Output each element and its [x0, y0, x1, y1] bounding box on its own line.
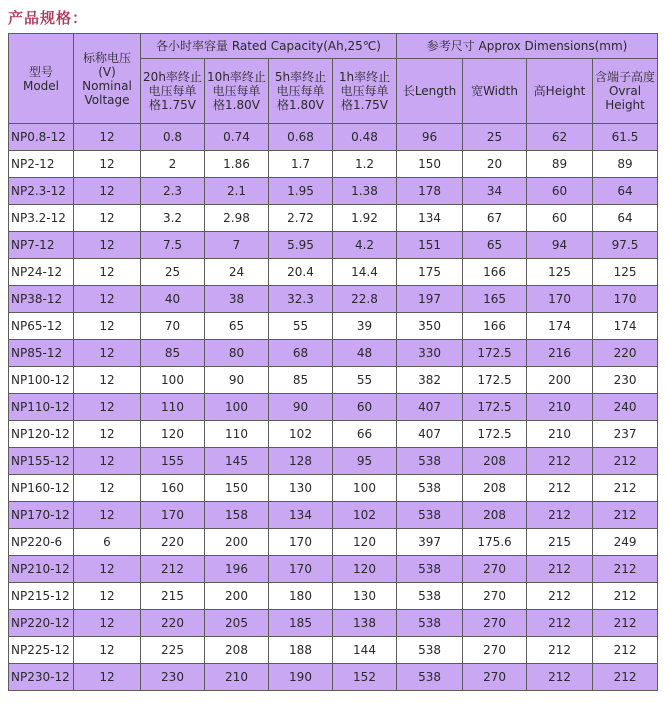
cell-cap-20h: 155	[141, 448, 205, 475]
header-cap-20h	[141, 59, 205, 124]
cell-oval-height: 64	[593, 178, 658, 205]
table-row	[9, 556, 658, 583]
cell-voltage: 12	[74, 475, 141, 502]
cell-cap-10h: 1.86	[205, 151, 269, 178]
cell-cap-5h: 5.95	[269, 232, 333, 259]
table-row	[9, 367, 658, 394]
cell-cap-10h: 2.98	[205, 205, 269, 232]
cell-width: 166	[463, 313, 527, 340]
cell-cap-1h: 14.4	[333, 259, 397, 286]
cell-voltage: 12	[74, 205, 141, 232]
cell-cap-10h: 158	[205, 502, 269, 529]
cell-cap-5h: 190	[269, 664, 333, 691]
table-row	[9, 286, 658, 313]
cell-length: 538	[397, 502, 463, 529]
header-height: 高Height	[527, 59, 593, 124]
cell-cap-1h: 120	[333, 529, 397, 556]
header-cap-5h-line3: 格1.80V	[277, 98, 324, 112]
cell-cap-5h: 128	[269, 448, 333, 475]
header-oval-height-zh: 含端子高度	[595, 70, 656, 84]
cell-cap-5h: 32.3	[269, 286, 333, 313]
cell-cap-5h: 68	[269, 340, 333, 367]
cell-voltage: 12	[74, 151, 141, 178]
cell-cap-5h: 170	[269, 556, 333, 583]
cell-cap-10h: 205	[205, 610, 269, 637]
cell-cap-10h: 100	[205, 394, 269, 421]
cell-cap-10h: 2.1	[205, 178, 269, 205]
cell-height: 89	[527, 151, 593, 178]
cell-length: 538	[397, 583, 463, 610]
cell-width: 270	[463, 664, 527, 691]
cell-height: 62	[527, 124, 593, 151]
cell-model: NP220-6	[9, 529, 74, 556]
cell-cap-1h: 1.38	[333, 178, 397, 205]
cell-oval-height: 212	[593, 610, 658, 637]
cell-cap-10h: 90	[205, 367, 269, 394]
cell-length: 151	[397, 232, 463, 259]
header-cap-10h-line2: 电压每单	[212, 84, 261, 98]
cell-voltage: 12	[74, 556, 141, 583]
header-oval-height-en-2: Height	[605, 98, 645, 112]
spec-table-body	[9, 124, 658, 691]
cell-model: NP0.8-12	[9, 124, 74, 151]
cell-width: 20	[463, 151, 527, 178]
cell-height: 216	[527, 340, 593, 367]
cell-cap-10h: 196	[205, 556, 269, 583]
cell-cap-20h: 3.2	[141, 205, 205, 232]
cell-oval-height: 97.5	[593, 232, 658, 259]
table-row	[9, 259, 658, 286]
cell-cap-5h: 180	[269, 583, 333, 610]
cell-cap-5h: 1.95	[269, 178, 333, 205]
cell-width: 67	[463, 205, 527, 232]
cell-length: 407	[397, 421, 463, 448]
cell-voltage: 6	[74, 529, 141, 556]
cell-cap-20h: 220	[141, 610, 205, 637]
cell-length: 178	[397, 178, 463, 205]
cell-cap-1h: 22.8	[333, 286, 397, 313]
cell-length: 382	[397, 367, 463, 394]
cell-length: 350	[397, 313, 463, 340]
cell-voltage: 12	[74, 232, 141, 259]
cell-length: 538	[397, 556, 463, 583]
cell-cap-10h: 0.74	[205, 124, 269, 151]
cell-cap-1h: 1.2	[333, 151, 397, 178]
cell-model: NP100-12	[9, 367, 74, 394]
cell-length: 197	[397, 286, 463, 313]
cell-cap-20h: 160	[141, 475, 205, 502]
header-voltage-en-1: Nominal	[82, 78, 132, 93]
cell-oval-height: 212	[593, 664, 658, 691]
cell-length: 538	[397, 448, 463, 475]
cell-cap-20h: 212	[141, 556, 205, 583]
header-dimensions-group: 参考尺寸 Approx Dimensions(mm)	[397, 34, 658, 59]
cell-cap-5h: 90	[269, 394, 333, 421]
cell-cap-5h: 134	[269, 502, 333, 529]
cell-model: NP3.2-12	[9, 205, 74, 232]
cell-model: NP7-12	[9, 232, 74, 259]
cell-cap-10h: 7	[205, 232, 269, 259]
cell-model: NP230-12	[9, 664, 74, 691]
cell-height: 210	[527, 394, 593, 421]
cell-oval-height: 212	[593, 556, 658, 583]
cell-cap-5h: 102	[269, 421, 333, 448]
cell-cap-20h: 215	[141, 583, 205, 610]
cell-cap-1h: 0.48	[333, 124, 397, 151]
cell-cap-10h: 200	[205, 529, 269, 556]
cell-width: 34	[463, 178, 527, 205]
cell-voltage: 12	[74, 286, 141, 313]
cell-model: NP85-12	[9, 340, 74, 367]
header-cap-1h-line2: 电压每单	[340, 84, 389, 98]
header-voltage-zh: 标称电压	[82, 50, 131, 65]
table-row	[9, 178, 658, 205]
cell-height: 200	[527, 367, 593, 394]
header-voltage-en-2: Voltage	[84, 92, 130, 107]
cell-cap-5h: 188	[269, 637, 333, 664]
cell-height: 212	[527, 583, 593, 610]
cell-length: 538	[397, 475, 463, 502]
cell-voltage: 12	[74, 178, 141, 205]
cell-cap-20h: 25	[141, 259, 205, 286]
cell-cap-10h: 65	[205, 313, 269, 340]
cell-cap-5h: 130	[269, 475, 333, 502]
spec-table	[8, 33, 658, 691]
table-row	[9, 124, 658, 151]
cell-length: 538	[397, 664, 463, 691]
cell-cap-20h: 110	[141, 394, 205, 421]
cell-model: NP2-12	[9, 151, 74, 178]
cell-height: 174	[527, 313, 593, 340]
header-width: 宽Width	[463, 59, 527, 124]
table-row	[9, 394, 658, 421]
cell-voltage: 12	[74, 340, 141, 367]
table-row	[9, 340, 658, 367]
cell-width: 172.5	[463, 394, 527, 421]
cell-cap-20h: 85	[141, 340, 205, 367]
cell-width: 166	[463, 259, 527, 286]
cell-model: NP210-12	[9, 556, 74, 583]
cell-cap-20h: 220	[141, 529, 205, 556]
cell-cap-10h: 208	[205, 637, 269, 664]
header-voltage	[74, 34, 141, 124]
cell-cap-1h: 152	[333, 664, 397, 691]
table-row	[9, 583, 658, 610]
cell-cap-5h: 1.7	[269, 151, 333, 178]
cell-cap-5h: 55	[269, 313, 333, 340]
cell-height: 170	[527, 286, 593, 313]
cell-model: NP2.3-12	[9, 178, 74, 205]
cell-oval-height: 249	[593, 529, 658, 556]
cell-oval-height: 61.5	[593, 124, 658, 151]
cell-cap-10h: 24	[205, 259, 269, 286]
cell-length: 150	[397, 151, 463, 178]
cell-length: 96	[397, 124, 463, 151]
cell-oval-height: 89	[593, 151, 658, 178]
cell-width: 208	[463, 475, 527, 502]
cell-cap-20h: 7.5	[141, 232, 205, 259]
cell-width: 208	[463, 502, 527, 529]
cell-height: 212	[527, 637, 593, 664]
cell-cap-1h: 120	[333, 556, 397, 583]
cell-cap-5h: 185	[269, 610, 333, 637]
cell-cap-10h: 80	[205, 340, 269, 367]
cell-oval-height: 212	[593, 448, 658, 475]
header-cap-1h-line3: 格1.75V	[341, 98, 388, 112]
cell-cap-20h: 2.3	[141, 178, 205, 205]
cell-height: 212	[527, 475, 593, 502]
cell-oval-height: 174	[593, 313, 658, 340]
cell-oval-height: 170	[593, 286, 658, 313]
cell-cap-20h: 170	[141, 502, 205, 529]
cell-voltage: 12	[74, 367, 141, 394]
cell-cap-1h: 130	[333, 583, 397, 610]
cell-cap-10h: 150	[205, 475, 269, 502]
cell-cap-10h: 200	[205, 583, 269, 610]
cell-cap-10h: 110	[205, 421, 269, 448]
cell-height: 215	[527, 529, 593, 556]
cell-model: NP215-12	[9, 583, 74, 610]
cell-length: 330	[397, 340, 463, 367]
cell-width: 270	[463, 556, 527, 583]
cell-width: 270	[463, 583, 527, 610]
cell-height: 212	[527, 556, 593, 583]
cell-height: 212	[527, 610, 593, 637]
cell-model: NP65-12	[9, 313, 74, 340]
cell-length: 407	[397, 394, 463, 421]
cell-height: 60	[527, 205, 593, 232]
header-cap-10h	[205, 59, 269, 124]
cell-voltage: 12	[74, 637, 141, 664]
cell-model: NP155-12	[9, 448, 74, 475]
cell-cap-20h: 100	[141, 367, 205, 394]
cell-oval-height: 212	[593, 475, 658, 502]
header-capacity-group: 各小时率容量 Rated Capacity(Ah,25℃)	[141, 34, 397, 59]
cell-width: 172.5	[463, 340, 527, 367]
cell-width: 172.5	[463, 421, 527, 448]
cell-length: 538	[397, 610, 463, 637]
cell-cap-10h: 145	[205, 448, 269, 475]
header-cap-20h-line3: 格1.75V	[149, 98, 196, 112]
header-cap-5h-line1: 5h率终止	[274, 70, 327, 84]
cell-cap-5h: 20.4	[269, 259, 333, 286]
cell-length: 397	[397, 529, 463, 556]
cell-width: 165	[463, 286, 527, 313]
cell-width: 65	[463, 232, 527, 259]
cell-width: 270	[463, 637, 527, 664]
cell-model: NP160-12	[9, 475, 74, 502]
cell-oval-height: 212	[593, 583, 658, 610]
cell-oval-height: 64	[593, 205, 658, 232]
cell-length: 175	[397, 259, 463, 286]
cell-cap-20h: 70	[141, 313, 205, 340]
table-row	[9, 637, 658, 664]
cell-length: 538	[397, 637, 463, 664]
cell-height: 94	[527, 232, 593, 259]
header-cap-1h	[333, 59, 397, 124]
cell-cap-5h: 170	[269, 529, 333, 556]
cell-height: 212	[527, 448, 593, 475]
cell-voltage: 12	[74, 610, 141, 637]
header-cap-5h	[269, 59, 333, 124]
cell-width: 175.6	[463, 529, 527, 556]
cell-cap-1h: 60	[333, 394, 397, 421]
cell-width: 172.5	[463, 367, 527, 394]
cell-model: NP120-12	[9, 421, 74, 448]
cell-cap-1h: 100	[333, 475, 397, 502]
header-cap-10h-line1: 10h率终止	[207, 70, 266, 84]
header-oval-height	[593, 59, 658, 124]
header-cap-5h-line2: 电压每单	[276, 84, 325, 98]
cell-height: 210	[527, 421, 593, 448]
cell-voltage: 12	[74, 421, 141, 448]
cell-model: NP110-12	[9, 394, 74, 421]
table-row	[9, 475, 658, 502]
cell-height: 60	[527, 178, 593, 205]
cell-cap-1h: 4.2	[333, 232, 397, 259]
cell-cap-1h: 48	[333, 340, 397, 367]
page-title: 产品规格：	[8, 9, 89, 27]
header-oval-height-en-1: Ovral	[608, 84, 642, 98]
cell-cap-5h: 85	[269, 367, 333, 394]
table-row	[9, 232, 658, 259]
header-cap-1h-line1: 1h率终止	[338, 70, 391, 84]
header-model	[9, 34, 74, 124]
cell-width: 25	[463, 124, 527, 151]
cell-voltage: 12	[74, 313, 141, 340]
header-voltage-unit: (V)	[98, 64, 116, 79]
cell-cap-10h: 210	[205, 664, 269, 691]
table-row	[9, 313, 658, 340]
cell-cap-10h: 38	[205, 286, 269, 313]
cell-cap-1h: 39	[333, 313, 397, 340]
cell-cap-20h: 230	[141, 664, 205, 691]
header-model-zh: 型号	[28, 64, 53, 79]
cell-oval-height: 212	[593, 502, 658, 529]
header-length: 长Length	[397, 59, 463, 124]
cell-oval-height: 125	[593, 259, 658, 286]
cell-cap-20h: 120	[141, 421, 205, 448]
table-row	[9, 205, 658, 232]
header-model-en: Model	[22, 78, 60, 93]
cell-cap-20h: 225	[141, 637, 205, 664]
header-cap-10h-line3: 格1.80V	[213, 98, 260, 112]
table-row	[9, 502, 658, 529]
cell-length: 134	[397, 205, 463, 232]
cell-height: 125	[527, 259, 593, 286]
cell-oval-height: 220	[593, 340, 658, 367]
cell-voltage: 12	[74, 394, 141, 421]
cell-oval-height: 230	[593, 367, 658, 394]
header-cap-20h-line2: 电压每单	[148, 84, 197, 98]
cell-voltage: 12	[74, 502, 141, 529]
table-row	[9, 151, 658, 178]
cell-model: NP38-12	[9, 286, 74, 313]
cell-width: 270	[463, 610, 527, 637]
cell-cap-1h: 1.92	[333, 205, 397, 232]
cell-cap-1h: 102	[333, 502, 397, 529]
cell-cap-1h: 138	[333, 610, 397, 637]
cell-voltage: 12	[74, 583, 141, 610]
cell-height: 212	[527, 502, 593, 529]
cell-cap-1h: 95	[333, 448, 397, 475]
cell-model: NP170-12	[9, 502, 74, 529]
cell-cap-20h: 40	[141, 286, 205, 313]
cell-height: 212	[527, 664, 593, 691]
cell-oval-height: 237	[593, 421, 658, 448]
cell-cap-1h: 55	[333, 367, 397, 394]
cell-cap-20h: 2	[141, 151, 205, 178]
cell-model: NP225-12	[9, 637, 74, 664]
cell-voltage: 12	[74, 259, 141, 286]
cell-cap-5h: 2.72	[269, 205, 333, 232]
table-row	[9, 448, 658, 475]
cell-oval-height: 240	[593, 394, 658, 421]
cell-voltage: 12	[74, 124, 141, 151]
cell-width: 208	[463, 448, 527, 475]
cell-model: NP220-12	[9, 610, 74, 637]
header-cap-20h-line1: 20h率终止	[143, 70, 202, 84]
cell-voltage: 12	[74, 448, 141, 475]
cell-cap-20h: 0.8	[141, 124, 205, 151]
table-row	[9, 610, 658, 637]
cell-oval-height: 212	[593, 637, 658, 664]
cell-model: NP24-12	[9, 259, 74, 286]
cell-cap-1h: 144	[333, 637, 397, 664]
table-row	[9, 664, 658, 691]
cell-cap-5h: 0.68	[269, 124, 333, 151]
cell-voltage: 12	[74, 664, 141, 691]
table-row	[9, 421, 658, 448]
table-row	[9, 529, 658, 556]
cell-cap-1h: 66	[333, 421, 397, 448]
